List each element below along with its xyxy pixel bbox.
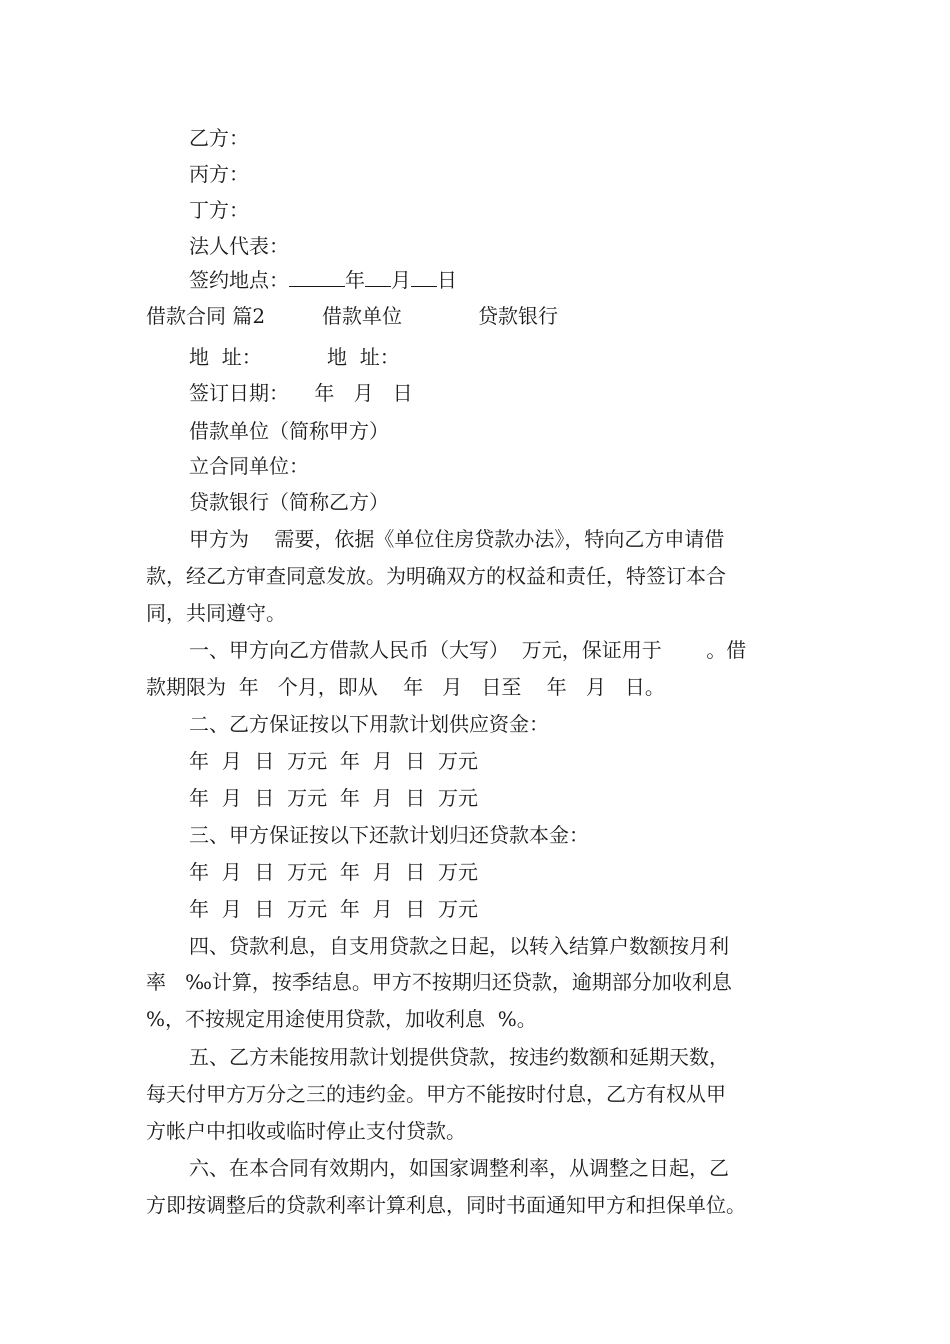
article-2-row-1: 年 月 日 万元 年 月 日 万元: [189, 749, 479, 773]
party-c-line: 丙方：: [189, 162, 249, 186]
sign-place-label: 签约地点：: [189, 268, 289, 292]
article-3-row-1: 年 月 日 万元 年 月 日 万元: [189, 860, 479, 884]
day-blank: [411, 268, 437, 287]
intro-line-3: 同，共同遵守。: [146, 601, 286, 625]
year-blank: [289, 268, 345, 287]
intro-line-1: 甲方为 需要，依据《单位住房贷款办法》，特向乙方申请借: [189, 527, 725, 551]
borrower-heading: 借款单位: [322, 304, 402, 328]
party-d-line: 丁方：: [189, 198, 249, 222]
article-1-line-1: 一、甲方向乙方借款人民币（大写） 万元，保证用于 。借: [189, 638, 747, 662]
intro-line-2: 款，经乙方审查同意发放。为明确双方的权益和责任，特签订本合: [146, 564, 726, 588]
article-2-row-2: 年 月 日 万元 年 月 日 万元: [189, 786, 479, 810]
sign-year: 年: [345, 268, 365, 292]
lender-line: 贷款银行（简称乙方）: [189, 490, 389, 514]
sign-day: 日: [437, 268, 457, 292]
article-3-row-2: 年 月 日 万元 年 月 日 万元: [189, 897, 479, 921]
contract-title-line: [146, 304, 812, 328]
contract-unit-line: 立合同单位：: [189, 454, 309, 478]
address-line: [189, 345, 855, 369]
sign-date-line: 签订日期： 年 月 日: [189, 381, 413, 405]
article-4-line-2: 率 ‰计算，按季结息。甲方不按期归还贷款，逾期部分加收利息: [146, 970, 732, 994]
article-3-title: 三、甲方保证按以下还款计划归还贷款本金：: [189, 823, 589, 847]
article-4-line-1: 四、贷款利息，自支用贷款之日起，以转入结算户数额按月利: [189, 934, 729, 958]
article-2-title: 二、乙方保证按以下用款计划供应资金：: [189, 712, 549, 736]
contract-title: 借款合同 篇2: [146, 304, 266, 328]
address-left: 地 址：: [189, 345, 262, 369]
lender-heading: 贷款银行: [478, 304, 558, 328]
article-5-line-3: 方帐户中扣收或临时停止支付贷款。: [146, 1119, 466, 1143]
month-blank: [365, 268, 391, 287]
sign-month: 月: [391, 268, 411, 292]
party-b-line: 乙方：: [189, 126, 249, 150]
article-5-line-2: 每天付甲方万分之三的违约金。甲方不能按时付息，乙方有权从甲: [146, 1082, 726, 1106]
legal-rep-line: 法人代表：: [189, 234, 289, 258]
article-1-line-2: 款期限为 年 个月，即从 年 月 日至 年 月 日。: [146, 675, 665, 699]
sign-place-line: [189, 268, 855, 292]
article-6-line-1: 六、在本合同有效期内，如国家调整利率，从调整之日起，乙: [189, 1156, 729, 1180]
article-4-line-3: %，不按规定用途使用贷款，加收利息 %。: [146, 1007, 537, 1031]
article-6-line-2: 方即按调整后的贷款利率计算利息，同时书面通知甲方和担保单位。: [146, 1193, 746, 1217]
borrower-line: 借款单位（简称甲方）: [189, 419, 389, 443]
article-5-line-1: 五、乙方未能按用款计划提供贷款，按违约数额和延期天数，: [189, 1045, 729, 1069]
address-right: 地 址：: [327, 345, 400, 369]
